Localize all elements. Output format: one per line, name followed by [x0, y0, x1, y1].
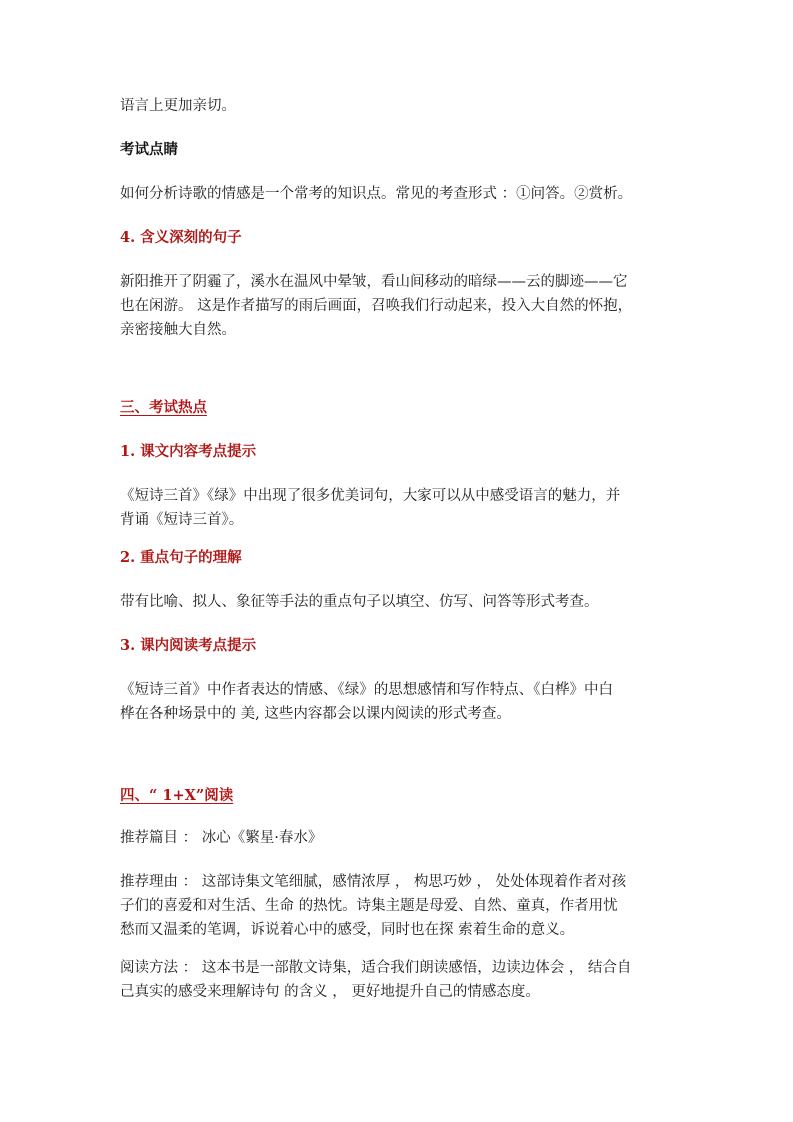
item4-paragraph [120, 270, 680, 342]
reason-line-2: 子们的喜爱和对生活、生命 的热忱。诗集主题是母爱、自然、童真，作者用忧 [120, 898, 618, 914]
reason-line-3: 愁而又温柔的笔调，诉说着心中的感受，同时也在探 索着生命的意义。 [120, 922, 575, 938]
reason-line-1: 推荐理由 ： 这部诗集文笔细腻，感情浓厚 ， 构思巧妙 ， 处处体现着作者对孩 [120, 874, 627, 890]
recommendation-reason [120, 870, 680, 942]
recommended-title: 推荐篇目 ： 冰心《繁星·春水》 [120, 830, 323, 846]
section3-item1-line-2: 背诵《短诗三首》。 [120, 512, 244, 528]
exam-tip-heading: 考试点睛 [120, 141, 178, 158]
method-line-1: 阅读方法 ： 这本书是一部散文诗集，适合我们朗读感悟，边读边体会 ， 结合自 [120, 960, 632, 976]
item4-line-1: 新阳推开了阴霾了，溪水在温风中晕皱，看山间移动的暗绿——云的脚迹——它 [120, 274, 628, 290]
section3-item3-heading: 3. 课内阅读考点提示 [120, 637, 257, 654]
section3-item3-line-1: 《短诗三首》中作者表达的情感、《绿》的思想感情和写作特点、《白桦》中白 [120, 682, 613, 698]
section3-item1-line-1: 《短诗三首》《绿》中出现了很多优美词句，大家可以从中感受语言的魅力，并 [120, 488, 621, 504]
section3-item1-paragraph [120, 484, 680, 532]
intro-tail-text: 语言上更加亲切。 [120, 98, 236, 114]
section3-item2-heading: 2. 重点句子的理解 [120, 549, 242, 566]
section3-heading: 三、考试热点 [120, 399, 207, 416]
section3-item3-line-2: 桦在各种场景中的 美, 这些内容都会以课内阅读的形式考查。 [120, 706, 511, 722]
section4-heading: 四、“ 1+X”阅读 [120, 787, 234, 804]
section3-item2-text: 带有比喻、拟人、象征等手法的重点句子以填空、仿写、问答等形式考查。 [120, 594, 599, 610]
reading-method [120, 956, 680, 1004]
item4-heading: 4. 含义深刻的句子 [120, 229, 242, 246]
item4-line-3: 亲密接触大自然。 [120, 322, 236, 338]
exam-tip-text: 如何分析诗歌的情感是一个常考的知识点。常见的考查形式 ：①问答。②赏析。 [120, 186, 633, 202]
method-line-2: 己真实的感受来理解诗句 的含义 ， 更好地提升自己的情感态度。 [120, 984, 540, 1000]
item4-line-2: 也在闲游。 这是作者描写的雨后画面，召唤我们行动起来，投入大自然的怀抱， [120, 298, 633, 314]
section3-item3-paragraph [120, 678, 680, 726]
section3-item1-heading: 1. 课文内容考点提示 [120, 443, 257, 460]
